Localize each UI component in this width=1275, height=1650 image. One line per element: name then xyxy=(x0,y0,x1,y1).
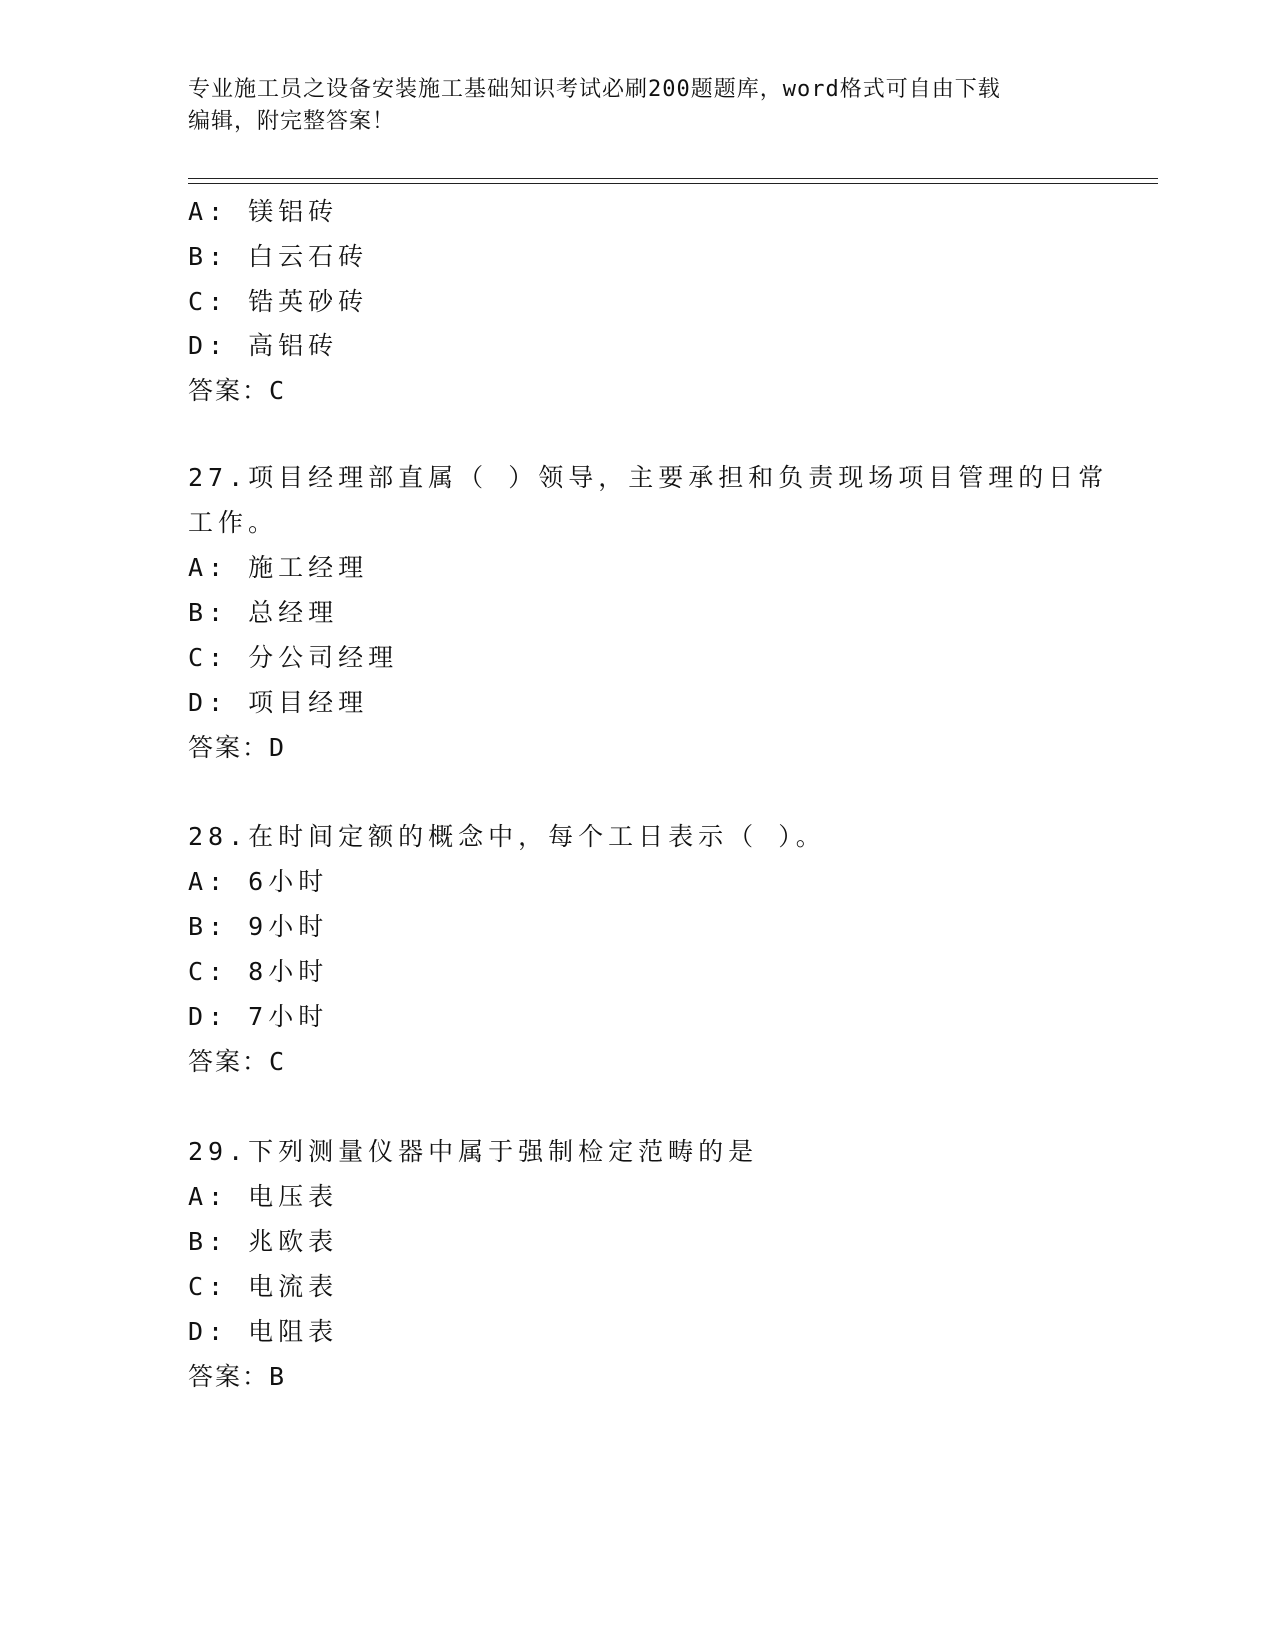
q29-option-c: C: 电流表 xyxy=(188,1272,339,1301)
header-line-1: 专业施工员之设备安装施工基础知识考试必刷200题题库，word格式可自由下载 xyxy=(188,77,1001,102)
q28-option-b: B: 9小时 xyxy=(188,912,329,941)
q28-option-c: C: 8小时 xyxy=(188,957,329,986)
q29-option-a: A: 电压表 xyxy=(188,1182,339,1211)
q26-option-b: B: 白云石砖 xyxy=(188,242,369,271)
q27-option-b: B: 总经理 xyxy=(188,598,339,627)
q29-answer: 答案：B xyxy=(188,1362,287,1391)
q29-option-b: B: 兆欧表 xyxy=(188,1227,339,1256)
q27-option-a: A: 施工经理 xyxy=(188,553,369,582)
q26-option-a: A: 镁铝砖 xyxy=(188,197,339,226)
q28-option-a: A: 6小时 xyxy=(188,867,329,896)
q27-stem-line-1: 27.项目经理部直属（ ）领导，主要承担和负责现场项目管理的日常 xyxy=(188,463,1109,492)
document-header xyxy=(188,74,1088,138)
q28-stem: 28.在时间定额的概念中，每个工日表示（ ）。 xyxy=(188,822,826,851)
header-line-2: 编辑，附完整答案！ xyxy=(188,109,396,134)
q27-option-d: D: 项目经理 xyxy=(188,688,369,717)
q28-answer: 答案：C xyxy=(188,1047,287,1076)
q26-option-c: C: 锆英砂砖 xyxy=(188,287,369,316)
q29-option-d: D: 电阻表 xyxy=(188,1317,339,1346)
q29-stem: 29.下列测量仪器中属于强制检定范畴的是 xyxy=(188,1137,759,1166)
q27-stem-line-2: 工作。 xyxy=(188,508,279,537)
q27-answer: 答案：D xyxy=(188,733,287,762)
q26-option-d: D: 高铝砖 xyxy=(188,331,339,360)
q28-option-d: D: 7小时 xyxy=(188,1002,329,1031)
header-divider-top xyxy=(188,178,1158,179)
q27-option-c: C: 分公司经理 xyxy=(188,643,399,672)
header-divider-bottom xyxy=(188,183,1158,184)
q26-answer: 答案：C xyxy=(188,376,287,405)
